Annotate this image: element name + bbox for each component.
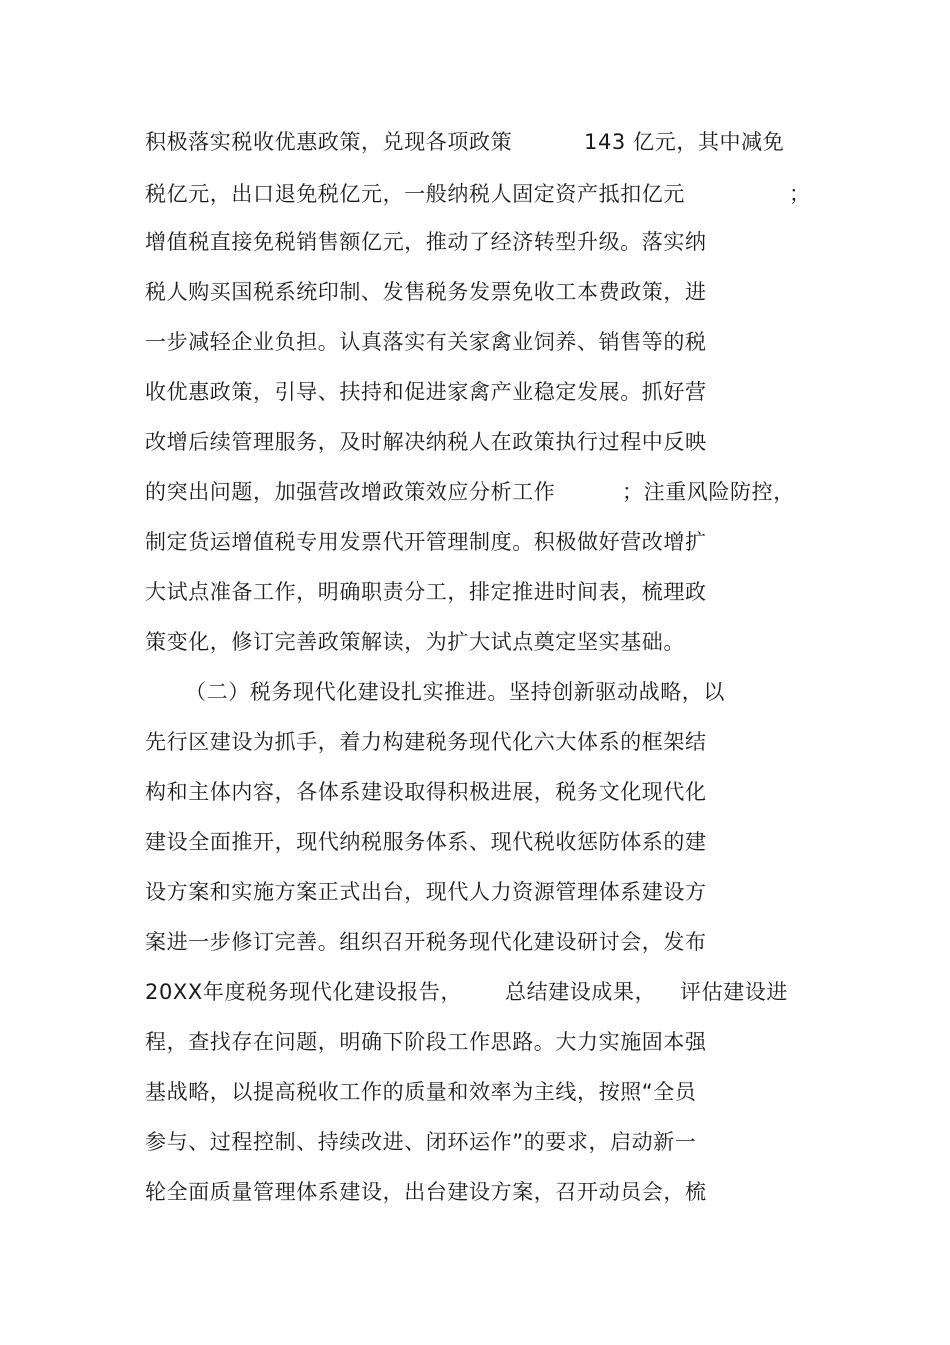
text-segment: 参与、过程控制、持续改进、闭环运作”的要求，启动新一 <box>145 1130 697 1154</box>
text-line-11 <box>145 622 685 662</box>
text-line-18 <box>145 972 788 1012</box>
text-segment: 设方案和实施方案正式出台，现代人力资源管理体系建设方 <box>145 880 707 904</box>
text-line-8 <box>145 472 795 512</box>
text-line-21 <box>145 1122 697 1162</box>
text-segment: 税亿元，出口退免税亿元，一般纳税人固定资产抵扣亿元 <box>145 182 685 206</box>
text-line-14 <box>145 772 707 812</box>
text-segment: 案进一步修订完善。组织召开税务现代化建设研讨会，发布 <box>145 930 707 954</box>
section-heading: （二）税务现代化建设扎实推进。坚持创新驱动战略，以 <box>185 680 725 704</box>
text-segment: 改增后续管理服务，及时解决纳税人在政策执行过程中反映 <box>145 430 707 454</box>
text-segment: 策变化，修订完善政策解读，为扩大试点奠定坚实基础。 <box>145 630 685 654</box>
text-line-5 <box>145 322 707 362</box>
text-segment: 税人购买国税系统印制、发售税务发票免收工本费政策，进 <box>145 280 707 304</box>
text-segment: 先行区建设为抓手，着力构建税务现代化六大体系的框架结 <box>145 730 707 754</box>
text-segment: 建设全面推开，现代纳税服务体系、现代税收惩防体系的建 <box>145 830 707 854</box>
text-line-17 <box>145 922 707 962</box>
text-segment: 积极落实税收优惠政策，兑现各项政策 <box>145 130 513 154</box>
text-line-6 <box>145 372 707 412</box>
text-segment: 总结建设成果， <box>505 980 657 1004</box>
text-segment: 大试点准备工作，明确职责分工，排定推进时间表，梳理政 <box>145 580 707 604</box>
text-segment: 轮全面质量管理体系建设，出台建设方案，召开动员会，梳 <box>145 1180 707 1204</box>
text-line-19 <box>145 1022 707 1062</box>
text-segment: 增值税直接免税销售额亿元，推动了经济转型升级。落实纳 <box>145 230 707 254</box>
text-segment: 制定货运增值税专用发票代开管理制度。积极做好营改增扩 <box>145 530 707 554</box>
text-segment: ； <box>789 182 811 206</box>
text-line-2 <box>145 174 811 214</box>
text-line-3 <box>145 222 707 262</box>
text-segment: 20XX年度税务现代化建设报告， <box>145 980 463 1004</box>
text-segment: ；注重风险防控， <box>622 480 795 504</box>
text-segment: 的突出问题，加强营改增政策效应分析工作 <box>145 480 556 504</box>
text-segment: 构和主体内容，各体系建设取得积极进展，税务文化现代化 <box>145 780 707 804</box>
text-segment: 一步减轻企业负担。认真落实有关家禽业饲养、销售等的税 <box>145 330 707 354</box>
text-line-13 <box>145 722 707 762</box>
text-line-4 <box>145 272 707 312</box>
text-segment: 基战略，以提高税收工作的质量和效率为主线，按照“全员 <box>145 1080 697 1104</box>
text-line-22 <box>145 1172 707 1212</box>
text-segment: 程，查找存在问题，明确下阶段工作思路。大力实施固本强 <box>145 1030 707 1054</box>
text-segment: 收优惠政策，引导、扶持和促进家禽产业稳定发展。抓好营 <box>145 380 707 404</box>
text-line-15 <box>145 822 707 862</box>
text-line-10 <box>145 572 707 612</box>
text-line-9 <box>145 522 707 562</box>
text-line-16 <box>145 872 707 912</box>
text-line-1 <box>145 122 785 162</box>
text-segment: 143 亿元，其中减免 <box>584 130 785 154</box>
text-segment: 评估建设进 <box>680 980 788 1004</box>
text-line-20 <box>145 1072 697 1112</box>
text-line-7 <box>145 422 707 462</box>
paragraph-heading-line <box>185 672 725 712</box>
